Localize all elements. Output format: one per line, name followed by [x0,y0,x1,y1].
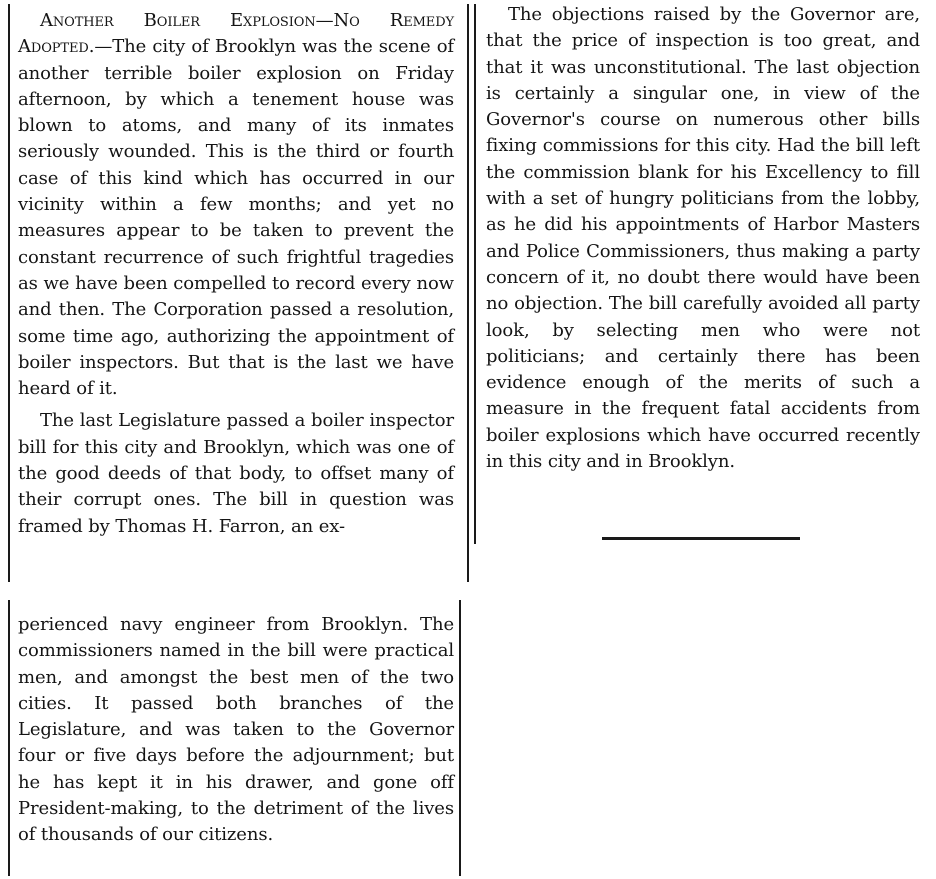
article-paragraph-2-continued: perienced navy engineer from Brooklyn. The commissioners named in the bill were practical men, and amongst the best men of the two cities. It passed both branches of the Legislature, and was taken to the Governor four or five days before the adjournment; but he has kept it in his drawer, and gone off President-making, to the detriment of the lives of thousands of our citizens. [18,614,454,846]
column-rule-middle-top [467,4,469,582]
column-rule-left-top [8,4,10,582]
article-paragraph-1-body: —The city of Brooklyn was the scene of another terrible boiler explosion on Friday afternoon, by which a tenement house was blown to atoms, and many of its inmates seriously wounded. This is the third or fourth case of this kind which has occurred in our vicinity within a few months; and yet no measures appear to be taken to prevent the constant recurrence of such frightful tragedies as we have been compelled to record every now and then. The Corporation passed a resolution, some time ago, authorizing the appointment of boiler inspectors. But that is the last we have heard of it. [18,36,454,400]
column-rule-right [474,4,476,544]
article-paragraph-1 [18,8,454,402]
article-column-left-bottom [18,612,454,849]
article-paragraph-3: The objections raised by the Governor are, that the price of inspection is too great, and that it was unconstitutional. The last objection is certainly a singular one, in view of the Governor's course on numerous other bills fixing commissions for this city. Had the bill left the commission blank for his Excellency to fill with a set of hungry politicians from the lobby, as he did his appointments of Harbor Masters and Police Commissioners, thus making a party concern of it, no doubt there would have been no objection. The bill carefully avoided all party look, by selecting men who were not politicians; and certainly there has been evidence enough of the merits of such a measure in the frequent fatal accidents from boiler explosions which have occurred recently in this city and in Brooklyn. [486,4,920,473]
article-column-left-top [18,8,454,540]
column-rule-middle-bottom [459,600,461,876]
article-heading: Another Boiler Explosion—No Remedy Adopted. [18,10,454,58]
column-rule-left-bottom [8,600,10,876]
closing-dash-rule [602,537,800,540]
article-column-right [486,2,920,475]
article-paragraph-2: The last Legislature passed a boiler inspector bill for this city and Brooklyn, which was one of the good deeds of that body, to offset many of their corrupt ones. The bill in question was framed by Thomas H. Farron, an ex- [18,410,454,537]
